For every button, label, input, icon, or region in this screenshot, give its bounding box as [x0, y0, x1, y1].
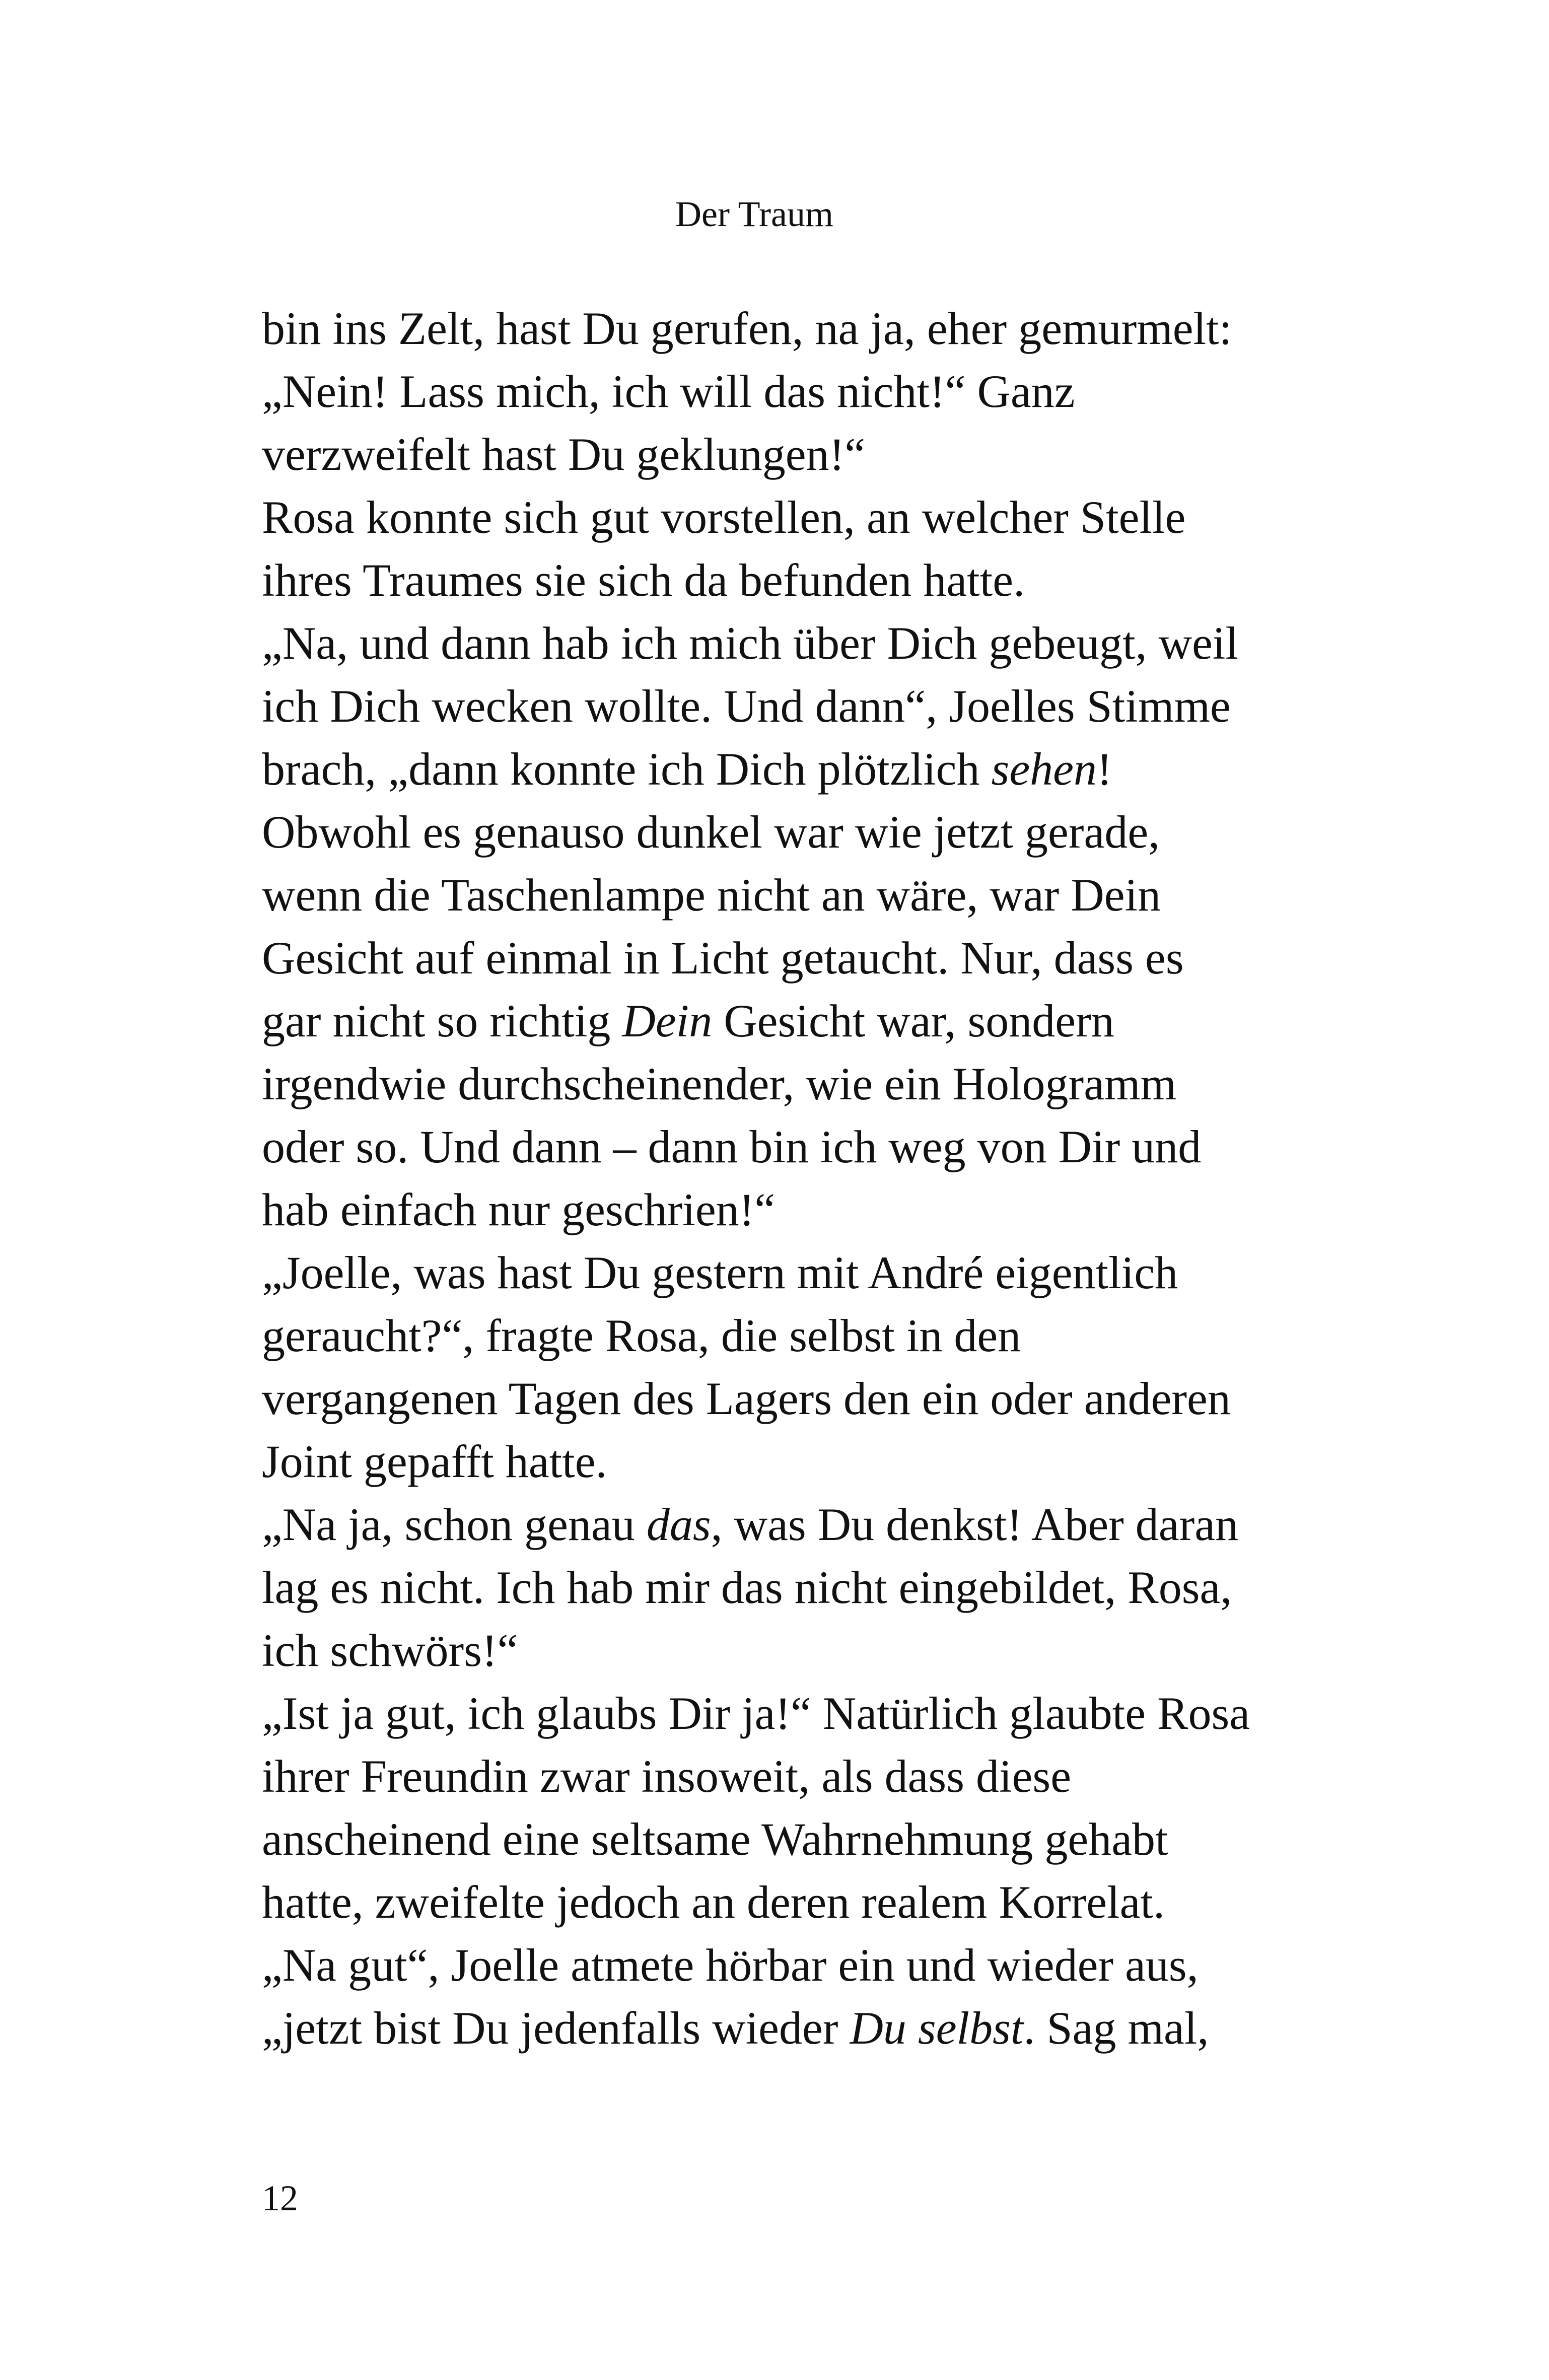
italic-run: das — [646, 1499, 711, 1550]
text-line — [262, 1053, 1269, 1115]
text-run: bin ins Zelt, hast Du gerufen, na ja, eher gemurmelt: — [262, 303, 1232, 354]
text-line — [262, 864, 1269, 927]
text-run: lag es nicht. Ich hab mir das nicht eingebildet, Rosa, — [262, 1562, 1232, 1613]
text-run: Rosa konnte sich gut vorstellen, an welcher Stelle — [262, 492, 1186, 543]
text-run: , was Du denkst! Aber daran — [711, 1499, 1239, 1550]
text-line — [262, 297, 1269, 360]
text-run: „Ist ja gut, ich glaubs Dir ja!“ Natürlich glaubte Rosa — [262, 1688, 1250, 1739]
text-run: „Na ja, schon genau — [262, 1499, 647, 1550]
text-line — [262, 549, 1269, 612]
text-run: Joint gepafft hatte. — [262, 1436, 607, 1487]
running-header: Der Traum — [675, 194, 833, 234]
text-line — [262, 1619, 1269, 1682]
text-run: . Sag mal, — [1023, 2002, 1209, 2054]
text-run: „jetzt bist Du jedenfalls wieder — [262, 2002, 850, 2054]
text-run: irgendwie durchscheinender, wie ein Hologramm — [262, 1058, 1177, 1109]
text-run: vergangenen Tagen des Lagers den ein oder anderen — [262, 1373, 1231, 1424]
text-run: Gesicht war, sondern — [712, 995, 1114, 1046]
italic-run: sehen — [991, 743, 1097, 795]
text-run: Obwohl es genauso dunkel war wie jetzt gerade, — [262, 806, 1160, 858]
text-run: ihres Traumes sie sich da befunden hatte. — [262, 554, 1025, 606]
text-line — [262, 1934, 1269, 1997]
text-line — [262, 1871, 1269, 1934]
text-line — [262, 1178, 1269, 1241]
text-run: hatte, zweifelte jedoch an deren realem Korrelat. — [262, 1876, 1165, 1928]
text-line — [262, 612, 1269, 675]
text-line — [262, 675, 1269, 738]
text-line — [262, 927, 1269, 990]
text-line — [262, 423, 1269, 486]
text-line — [262, 1430, 1269, 1493]
text-run: brach, „dann konnte ich Dich plötzlich — [262, 743, 992, 795]
text-run: geraucht?“, fragte Rosa, die selbst in den — [262, 1310, 1021, 1361]
text-run: ich Dich wecken wollte. Und dann“, Joelles Stimme — [262, 680, 1231, 732]
text-line — [262, 486, 1269, 549]
text-line — [262, 360, 1269, 423]
text-run: anscheinend eine seltsame Wahrnehmung gehabt — [262, 1813, 1168, 1865]
text-line — [262, 738, 1269, 801]
text-line — [262, 1115, 1269, 1178]
text-run: gar nicht so richtig — [262, 995, 622, 1046]
text-run: wenn die Taschenlampe nicht an wäre, war Dein — [262, 869, 1161, 921]
text-run: oder so. Und dann – dann bin ich weg von Dir und — [262, 1121, 1202, 1172]
text-run: „Na gut“, Joelle atmete hörbar ein und wieder aus, — [262, 1939, 1199, 1991]
text-line — [262, 1367, 1269, 1430]
text-line — [262, 1808, 1269, 1871]
text-run: ! — [1097, 743, 1112, 795]
text-run: „Joelle, was hast Du gestern mit André eigentlich — [262, 1247, 1178, 1298]
text-run: ihrer Freundin zwar insoweit, als dass diese — [262, 1751, 1072, 1802]
text-run: „Na, und dann hab ich mich über Dich gebeugt, weil — [262, 617, 1239, 669]
text-run: Gesicht auf einmal in Licht getaucht. Nur, dass es — [262, 932, 1184, 984]
text-line — [262, 1493, 1269, 1556]
text-line — [262, 1745, 1269, 1808]
text-run: verzweifelt hast Du geklungen!“ — [262, 429, 866, 480]
body-text — [262, 297, 1269, 2060]
text-line — [262, 1241, 1269, 1304]
italic-run: Du selbst — [850, 2002, 1024, 2054]
text-line — [262, 1304, 1269, 1367]
text-line — [262, 1997, 1269, 2060]
text-run: ich schwörs!“ — [262, 1625, 518, 1676]
text-line — [262, 990, 1269, 1053]
text-line — [262, 801, 1269, 864]
page-number: 12 — [262, 2178, 298, 2218]
text-line — [262, 1682, 1269, 1745]
text-run: hab einfach nur geschrien!“ — [262, 1184, 776, 1235]
text-line — [262, 1556, 1269, 1619]
text-run: „Nein! Lass mich, ich will das nicht!“ Ganz — [262, 366, 1075, 417]
italic-run: Dein — [622, 995, 713, 1046]
